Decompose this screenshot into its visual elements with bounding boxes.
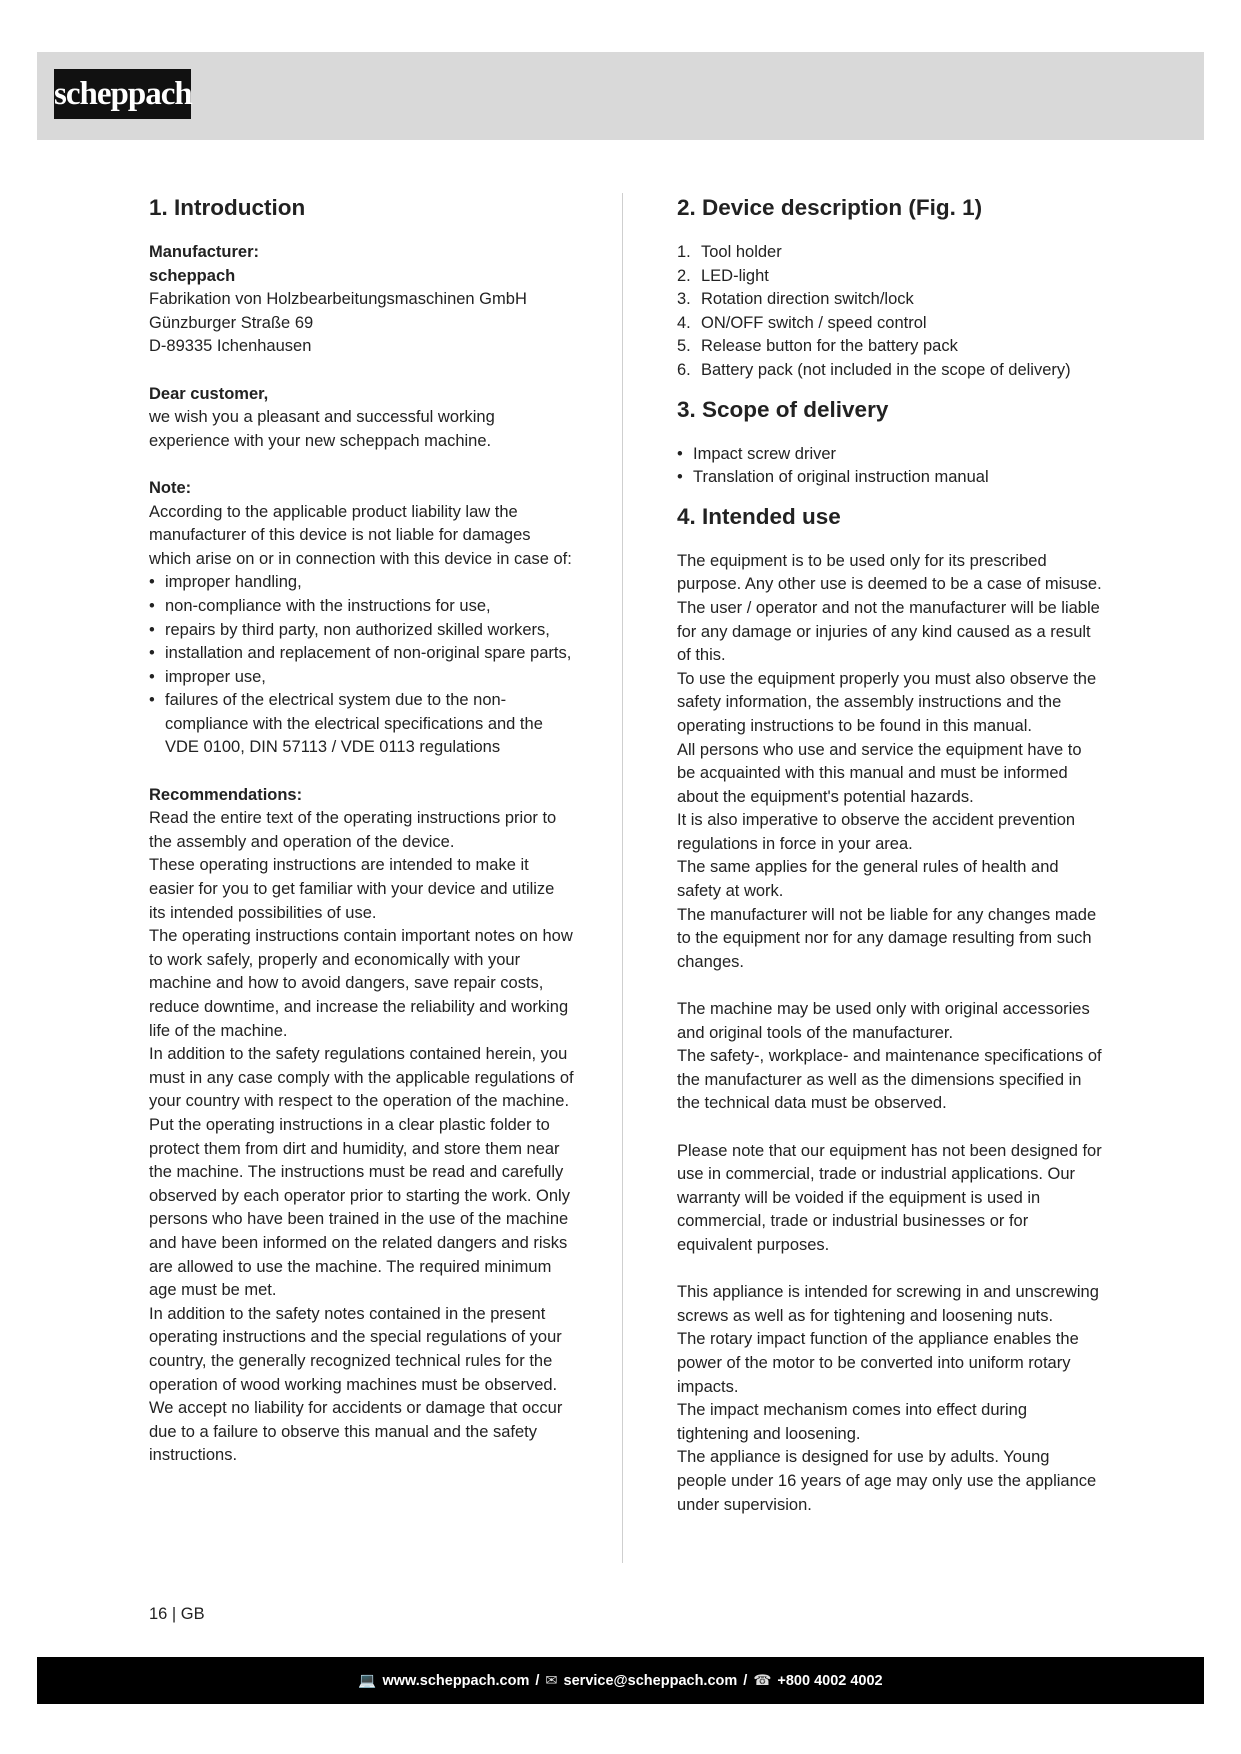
phone-number[interactable]: +800 4002 4002: [777, 1672, 883, 1689]
recommendation-paragraph: In addition to the safety notes contained in the present operating instructions and the special regulations of your country, the generally recognized technical rules for the operation of wood working machines must be observed.: [149, 1304, 562, 1394]
header-band: [37, 52, 1204, 140]
manufacturer-label: Manufacturer:: [149, 243, 260, 261]
intended-use-paragraph: The appliance is designed for use by adults. Young people under 16 years of age may only use the appliance under supervision.: [677, 1448, 1097, 1514]
intended-use-paragraph: The equipment is to be used only for its prescribed purpose. Any other use is deemed to be a case of misuse. The user / operator and not the manufacturer will be liable for any damage or injuries of any kind caused as a result of this.: [677, 551, 1102, 665]
intended-use-paragraph: The safety-, workplace- and maintenance specifications of the manufacturer as well as the dimensions specified in the technical data must be observed.: [677, 1047, 1102, 1113]
dear-customer-text: we wish you a pleasant and successful working experience with your new scheppach machine.: [149, 408, 495, 450]
section-title-device-description: 2. Device description (Fig. 1): [677, 195, 983, 220]
liability-list: [149, 571, 574, 760]
website-link[interactable]: www.scheppach.com: [382, 1672, 530, 1689]
dear-customer-label: Dear customer,: [149, 384, 269, 403]
recommendation-paragraph: Put the operating instructions in a clear plastic folder to protect them from dirt and humidity, and store them near the machine. The instructions must be read and carefully observed by each operator prior to starting the work. Only persons who have been trained in the use of the machine and have been informed on the related dangers and risks are allowed to use the machine. The required minimum age must be met.: [149, 1115, 570, 1300]
intended-use-paragraph: To use the equipment properly you must also observe the safety information, the assembly instructions and the operating instructions to be found in this manual.: [677, 669, 1097, 735]
email-link[interactable]: service@scheppach.com: [563, 1672, 738, 1689]
section-title-introduction: 1. Introduction: [149, 195, 306, 220]
list-item: • Impact screw driver: [677, 443, 1102, 467]
list-item: • Translation of original instruction manual: [677, 466, 1102, 490]
phone-icon: ☎: [753, 1672, 772, 1689]
intended-use-paragraph: This appliance is intended for screwing in and unscrewing screws as well as for tightening and loosening nuts.: [677, 1283, 1099, 1325]
intended-use-paragraph: The rotary impact function of the appliance enables the power of the motor to be converted into uniform rotary impacts.: [677, 1330, 1079, 1396]
recommendation-paragraph: We accept no liability for accidents or damage that occur due to a failure to observe this manual and the safety instructions.: [149, 1399, 563, 1465]
list-item: 5. Release button for the battery pack: [677, 337, 958, 356]
intended-use-paragraph: All persons who use and service the equipment have to be acquainted with this manual and must be informed about the equipment's potential hazards.: [677, 740, 1082, 806]
list-item: 4. ON/OFF switch / speed control: [677, 313, 927, 332]
list-item: 1. Tool holder: [677, 243, 782, 261]
recommendation-paragraph: Read the entire text of the operating instructions prior to the assembly and operation of the device.: [149, 809, 557, 851]
list-item: • non-compliance with the instructions for use,: [149, 595, 574, 619]
address-line: D-89335 Ichenhausen: [149, 337, 312, 356]
note-label: Note:: [149, 478, 192, 497]
intended-use-paragraph: The machine may be used only with original accessories and original tools of the manufacturer.: [677, 1000, 1090, 1042]
device-parts-list: [677, 241, 1102, 383]
scheppach-logo: scheppach: [54, 69, 191, 119]
computer-icon: 💻: [358, 1673, 377, 1689]
footer-separator: /: [743, 1672, 748, 1689]
section-title-intended-use: 4. Intended use: [677, 503, 841, 529]
intended-use-paragraph: The manufacturer will not be liable for any changes made to the equipment nor for any damage resulting from such changes.: [677, 905, 1097, 971]
recommendation-paragraph: In addition to the safety regulations contained herein, you must in any case comply with the applicable regulations of your country with respect to the operation of the machine.: [149, 1045, 574, 1111]
intended-use-paragraph: Please note that our equipment has not been designed for use in commercial, trade or industrial applications. Our warranty will be voided if the equipment is used in commercial, trade or industrial businesses or for equivalent purposes.: [677, 1141, 1102, 1254]
list-item: 3. Rotation direction switch/lock: [677, 290, 914, 309]
list-item: • installation and replacement of non-original spare parts,: [149, 642, 574, 666]
mail-icon: ✉: [545, 1672, 558, 1689]
left-column: [149, 193, 574, 1468]
manufacturer-name: scheppach: [149, 266, 236, 285]
list-item: • improper use,: [149, 666, 574, 690]
list-item: 6. Battery pack (not included in the scope of delivery): [677, 360, 1071, 379]
footer-separator: /: [535, 1672, 540, 1689]
list-item: • improper handling,: [149, 571, 574, 595]
address-line: Fabrikation von Holzbearbeitungsmaschinen GmbH: [149, 290, 527, 309]
list-item: 2. LED-light: [677, 266, 769, 285]
recommendations-label: Recommendations:: [149, 785, 303, 804]
scope-list: [677, 443, 1102, 490]
intended-use-paragraph: The impact mechanism comes into effect during tightening and loosening.: [677, 1401, 1028, 1443]
recommendation-paragraph: These operating instructions are intended to make it easier for you to get familiar with your device and utilize its intended possibilities of use.: [149, 856, 555, 922]
list-item: • failures of the electrical system due to the non-compliance with the electrical specifications and the VDE 0100, DIN 57113 / VDE 0113 regulations: [149, 689, 574, 760]
column-divider: [622, 193, 623, 1563]
page-number: 16 | GB: [149, 1605, 205, 1623]
intended-use-paragraph: It is also imperative to observe the accident prevention regulations in force in your area.: [677, 811, 1076, 853]
footer-bar: [37, 1657, 1204, 1704]
list-item: • repairs by third party, non authorized skilled workers,: [149, 619, 574, 643]
address-line: Günzburger Straße 69: [149, 313, 314, 332]
right-column: [677, 193, 1102, 1517]
recommendation-paragraph: The operating instructions contain important notes on how to work safely, properly and economically with your machine and how to avoid dangers, save repair costs, reduce downtime, and increase the reliability and working life of the machine.: [149, 927, 573, 1040]
intended-use-paragraph: The same applies for the general rules of health and safety at work.: [677, 858, 1059, 901]
note-text: According to the applicable product liability law the manufacturer of this device is not liable for damages which arise on or in connection with this device in case of:: [149, 502, 572, 568]
section-title-scope-of-delivery: 3. Scope of delivery: [677, 396, 889, 422]
